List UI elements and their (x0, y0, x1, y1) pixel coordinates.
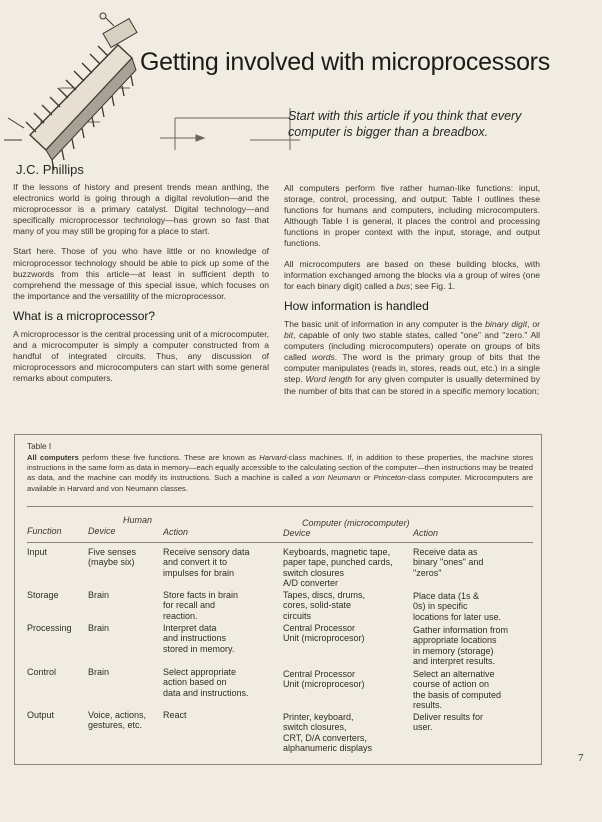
table-cell: Deliver results for user. (413, 712, 484, 733)
table-cell: React (163, 710, 187, 720)
author-byline: J.C. Phillips (16, 162, 84, 177)
table-cell: Tapes, discs, drums, cores, solid-state circuits (283, 590, 366, 621)
article-subtitle: Start with this article if you think that every computer is bigger than a breadbox. (288, 109, 522, 139)
microprocessor-chip-illustration (0, 0, 300, 170)
table-cell: Central Processor Unit (microprocesor) (283, 669, 365, 690)
table-cell: Gather information from appropriate locations in memory (storage) and interpret results. (413, 625, 509, 667)
group-header-computer: Computer (microcomputer) (302, 518, 410, 528)
table-cell: Control (27, 667, 57, 677)
table-cell: Select appropriate action based on data and instructions. (163, 667, 249, 698)
table-cell: Input (27, 547, 48, 557)
table-cell: Store facts in brain for recall and reaction. (163, 590, 239, 621)
paragraph: Start here. Those of you who have little or no knowledge of microprocessor technology should be able to pick up some of the buzzwords from this article—at least in sufficient depth to comprehend the message of this special issue, which focuses on the importance and the versatility of the microprocessor. (13, 246, 269, 301)
chip-body (4, 13, 137, 170)
table-cell: Interpret data and instructions stored in memory. (163, 623, 235, 654)
article-title: Getting involved with microprocessors (140, 48, 550, 76)
table-cell: Processing (27, 623, 72, 633)
table-label: Table I (27, 442, 52, 451)
paragraph: If the lessons of history and present trends mean anthing, the electronics world is going through a digital revolution—and the microprocessor is a primary catalyst. Digital technology—and specifically microprocessor technology—has grown so fast that many of you may still be groping for a place to start. (13, 182, 269, 237)
group-header-human: Human (123, 515, 153, 525)
table-cell: Storage (27, 590, 59, 600)
table-cell: Five senses (maybe six) (88, 547, 137, 568)
right-column (284, 183, 540, 406)
paragraph: All microcomputers are based on these building blocks, with information exchanged among the blocks via a group of wires (one for each binary digit) called a bus; see Fig. 1. (284, 258, 540, 291)
table-cell: Place data (1s & 0s) in specific locations for later use. (413, 591, 502, 622)
section-heading: What is a microprocessor? (13, 308, 156, 323)
paragraph: All computers perform five rather human-like functions: input, storage, control, processing, and output; Table I outlines these functions for humans and computers, including microcomputers. Although Table I is general, it places the control and processing functions in proper context with the input, storage, and output functions. (284, 183, 540, 249)
table-cell: Printer, keyboard, switch closures, CRT, D/A converters, alphanumeric displays (283, 712, 373, 754)
left-column (13, 182, 269, 394)
page-number: 7 (578, 752, 584, 764)
column-header-human-device: Device (88, 526, 116, 536)
column-header-computer-action: Action (413, 528, 439, 538)
table-cell: Select an alternative course of action on the basis of computed results. (413, 669, 502, 711)
table-cell: Output (27, 710, 55, 720)
section-heading: How information is handled (284, 298, 429, 313)
table-cell: Receive data as binary "ones" and "zeros" (413, 547, 484, 578)
table-cell: Keyboards, magnetic tape, paper tape, punched cards, switch closures A/D converter (283, 547, 393, 589)
table-functions (14, 434, 542, 765)
divider (27, 542, 533, 543)
table-cell: Central Processor Unit (microprocesor) (283, 623, 365, 644)
table-caption: All computers perform these five functions. These are known as Harvard-class machines. If, in addition to these properties, the machine stores instructions in the same form as data in memory—each equally accessible to the calculating section of the computer—then instructions may be treated as data, and the machine can modify its instructions. Such a machine is called a von Neumann or Princeton-class computer. Microcomputers are available in Harvard and von Neumann classes. (27, 453, 534, 493)
column-header-function: Function (27, 526, 62, 536)
table-cell: Brain (88, 623, 110, 633)
table-cell: Receive sensory data and convert it to impulses for brain (163, 547, 250, 578)
paragraph: The basic unit of information in any computer is the binary digit, or bit, capable of only two stable states, called "one" and "zero." All computers (including microcomputers) operate on groups of bits called words. The word is the primary group of bits that the computer manipulates (reads in, stores, reads out, etc.) in a single step. Word length for any given computer is usually determined by the number of bits that can be stored in a specific memory location; (284, 318, 540, 396)
table-cell: Brain (88, 667, 110, 677)
column-header-human-action: Action (163, 527, 189, 537)
column-header-computer-device: Device (283, 528, 311, 538)
table-cell: Voice, actions, gestures, etc. (88, 710, 147, 731)
paragraph: A microprocessor is the central processing unit of a microcomputer, and a microcomputer is simply a computer constructed from a handful of integrated circuits. Thus, any discussion of microprocessors and microcomputers can start with some general remarks about computers. (13, 329, 269, 384)
table-cell: Brain (88, 590, 110, 600)
divider (27, 506, 533, 507)
